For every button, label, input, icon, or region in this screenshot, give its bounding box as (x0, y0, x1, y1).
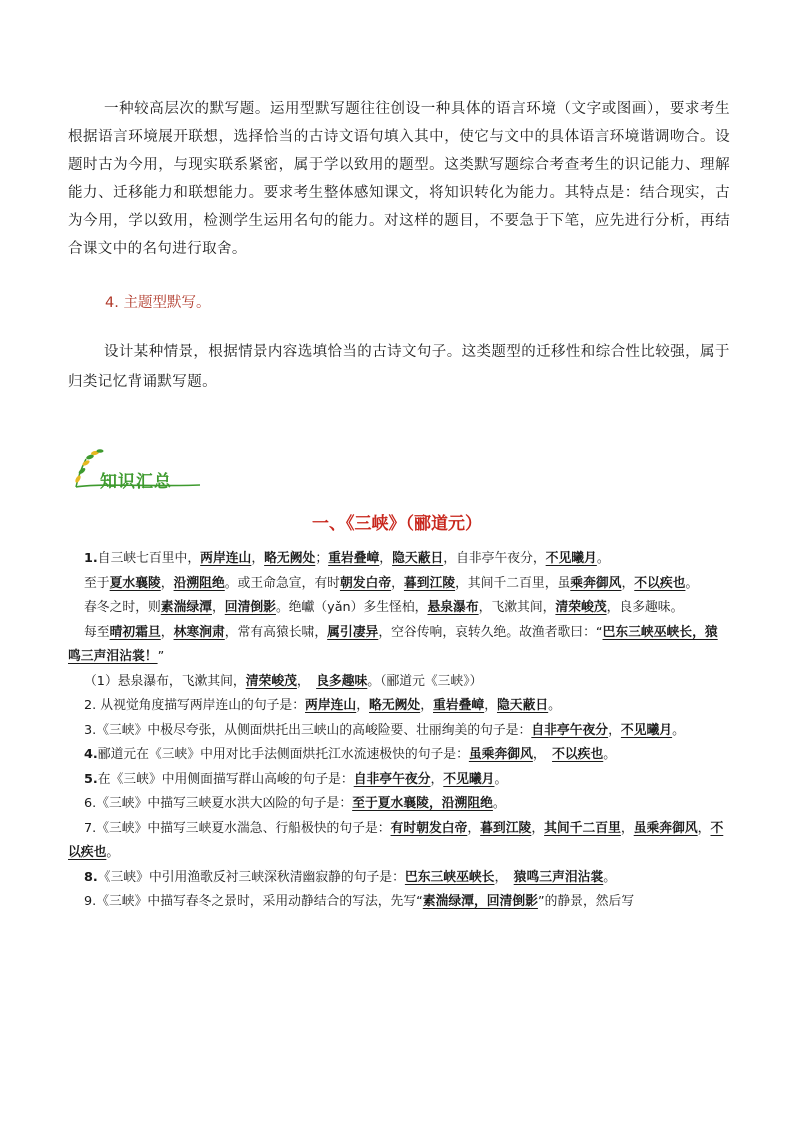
question-8 (68, 866, 728, 891)
punct: 。 (548, 698, 561, 713)
punct: ； (315, 551, 329, 566)
theme-section (68, 337, 730, 397)
key-phrase: 良多趣味 (316, 673, 368, 689)
question-5 (68, 768, 728, 793)
question-6 (68, 792, 728, 817)
key-phrase: 悬泉瀑布 (427, 600, 479, 615)
key-phrase: 林寒涧肃 (173, 624, 225, 640)
plain-text: 在《三峡》中用侧面描写群山高峻的句子是： (97, 771, 354, 787)
plain-text: 郦道元在《三峡》中用对比手法侧面烘托江水流速极快的句子是： (97, 747, 469, 762)
plain-text: 至于 (84, 575, 110, 591)
key-phrase: 有时朝发白帝 (390, 820, 468, 836)
key-phrase: 其间千二百里 (544, 820, 621, 836)
key-phrase: 夏水襄陵 (109, 575, 161, 591)
key-phrase: 猿鸣三声泪沾裳 (513, 869, 604, 885)
key-phrase: 回清倒影 (224, 600, 276, 615)
key-phrase: 清荣峻茂 (555, 600, 607, 615)
key-phrase: 略无阙处 (369, 698, 421, 713)
theme-paragraph: 设计某种情景，根据情景内容选填恰当的古诗文句子。这类题型的迁移性和综合性比较强，属于归类记忆背诵默写题。 (68, 344, 730, 390)
key-phrase: 巴东三峡巫峡长 (404, 869, 495, 885)
key-phrase: 自非亭午夜分 (531, 722, 609, 738)
punct: ， (251, 551, 265, 566)
punct: ， (532, 747, 553, 762)
punct: ， (608, 722, 621, 738)
key-phrase: 素湍绿潭，回清倒影 (422, 894, 538, 909)
intro-section (68, 95, 730, 263)
plain-text: 《三峡》中引用渔歌反衬三峡深秋清幽寂静的句子是： (97, 869, 405, 885)
intro-paragraph: 一种较高层次的默写题。运用型默写题往往创设一种具体的语言环境（文字或图画），要求考生根据语言环境展开联想，选择恰当的古诗文语句填入其中，使它与文中的具体语言环境谐调吻合。设题时古为今用，与现实联系紧密，属于学以致用的题型。这类默写题综合考查考生的识记能力、理解能力、迁移能力和联想能力。要求考生整体感知课文，将知识转化为能力。其特点是：结合现实，古为今用，学以致用，检测学生运用名句的能力。对这样的题目，不要急于下笔，应先进行分析，再结合课文中的名句进行取舍。 (68, 101, 730, 257)
punct: ” (157, 649, 165, 664)
key-phrase: 重岩叠嶂 (328, 551, 380, 566)
punct: ， (391, 575, 404, 591)
question-3 (68, 719, 728, 744)
text-paragraph-1 (68, 547, 728, 572)
punct: ， (160, 575, 174, 591)
plain-text: 7.《三峡》中描写三峡夏水湍急、行船极快的句子是： (84, 820, 391, 836)
punct: 。 (596, 551, 610, 566)
question-2 (68, 694, 728, 719)
key-phrase: 乘奔御风 (570, 575, 622, 591)
question-1 (68, 670, 728, 695)
plain-text: 9.《三峡》中描写春冬之景时，采用动静结合的写法，先写“ (84, 894, 423, 909)
question-9 (68, 890, 728, 915)
text-paragraph-3 (68, 596, 728, 621)
punct: ， (531, 820, 545, 836)
punct: 。 (106, 845, 120, 860)
key-phrase: 沿溯阻绝 (173, 575, 225, 591)
plain-text: 6.《三峡》中描写三峡夏水洪大凶险的句子是： (84, 796, 353, 811)
key-phrase: 不以疾也 (68, 820, 724, 860)
punct: 。 (603, 747, 617, 762)
punct: ， (621, 575, 635, 591)
key-phrase: 至于夏水襄陵，沿溯阻绝 (352, 796, 493, 811)
punct: ， (379, 551, 393, 566)
key-phrase: 属引凄异 (327, 624, 379, 640)
punct: 。 (494, 771, 508, 787)
plain-text: ，常有高猿长啸， (224, 624, 328, 640)
plain-text: 每至 (84, 624, 110, 640)
plain-text: 3.《三峡》中极尽夸张，从侧面烘托出三峡山的高峻险要、壮丽绚美的句子是： (84, 722, 532, 738)
text-paragraph-2 (68, 572, 728, 597)
key-phrase: 不以疾也 (552, 747, 604, 762)
key-phrase: 朝发白帝 (339, 575, 392, 591)
key-phrase: 素湍绿潭 (160, 600, 212, 615)
punct: ， (697, 820, 711, 836)
plain-text: 春冬之时，则 (84, 600, 161, 615)
punct: ， (484, 698, 497, 713)
punct: 。 (672, 722, 685, 738)
punct: 。 (492, 796, 506, 811)
plain-text: ，自非亭午夜分， (443, 551, 546, 566)
key-phrase: 不以疾也 (634, 575, 686, 591)
punct: ， (160, 624, 174, 640)
section-title: 一、《三峡》（郦道元） (312, 514, 482, 534)
plain-text: 2. 从视觉角度描写两岸连山的句子是： (84, 698, 306, 713)
key-phrase: 晴初霜旦 (109, 624, 161, 640)
punct: ， (467, 820, 481, 836)
section-content (68, 547, 728, 915)
item-number: 1. (84, 551, 98, 566)
key-phrase: 清荣峻茂 (245, 673, 297, 689)
key-phrase: 隐天蔽日 (496, 698, 549, 713)
key-phrase: 不见曦月 (620, 722, 673, 738)
punct: ， (494, 869, 514, 885)
plain-text: ，良多趣味。 (606, 600, 684, 615)
plain-text: 。或王命急宣，有时 (224, 575, 340, 591)
key-phrase: 虽乘奔御风 (468, 747, 533, 762)
punct: ， (620, 820, 634, 836)
plain-text: ，空谷传响，哀转久绝。故渔者歌曰：“ (378, 624, 603, 640)
key-phrase: 暮到江陵 (480, 820, 532, 836)
plain-text: （1）悬泉瀑布，飞漱其间， (84, 673, 246, 689)
subheading-theme-dictation: 4. 主题型默写。 (105, 295, 211, 311)
knowledge-summary-badge (70, 447, 205, 491)
badge-label: 知识汇总 (100, 472, 172, 492)
plain-text: ，飞漱其间， (478, 600, 556, 615)
item-number: 4. (84, 747, 98, 762)
punct: 。 (685, 575, 699, 591)
plain-text: 。绝巘（yǎn）多生怪柏， (275, 600, 428, 615)
plain-text: ，其间千二百里，虽 (455, 575, 571, 591)
punct: ， (356, 698, 370, 713)
plain-text: 。（郦道元《三峡》） (367, 673, 483, 689)
key-phrase: 不见曦月 (545, 551, 597, 566)
plain-text: 自三峡七百里中， (97, 551, 201, 566)
key-phrase: 略无阙处 (264, 551, 316, 566)
key-phrase: 隐天蔽日 (392, 551, 444, 566)
key-phrase: 不见曦月 (443, 771, 495, 787)
question-7 (68, 817, 728, 866)
punct: ， (296, 673, 317, 689)
key-phrase: 虽乘奔御风 (633, 820, 698, 836)
item-number: 5. (84, 771, 98, 787)
punct: 。 (603, 869, 617, 885)
key-phrase: 自非亭午夜分 (353, 771, 431, 787)
key-phrase: 重岩叠嶂 (433, 698, 485, 713)
key-phrase: 暮到江陵 (403, 575, 456, 591)
item-number: 8. (84, 869, 98, 885)
text-paragraph-4 (68, 621, 728, 670)
punct: ， (420, 698, 433, 713)
punct: ， (430, 771, 444, 787)
key-phrase: 巴东三峡巫峡长，猿鸣三声泪沾裳！ (68, 624, 718, 664)
key-phrase: 两岸连山 (200, 551, 252, 566)
punct: ， (211, 600, 225, 615)
key-phrase: 两岸连山 (305, 698, 357, 713)
plain-text: ”的静景，然后写 (537, 894, 635, 909)
question-4 (68, 743, 728, 768)
